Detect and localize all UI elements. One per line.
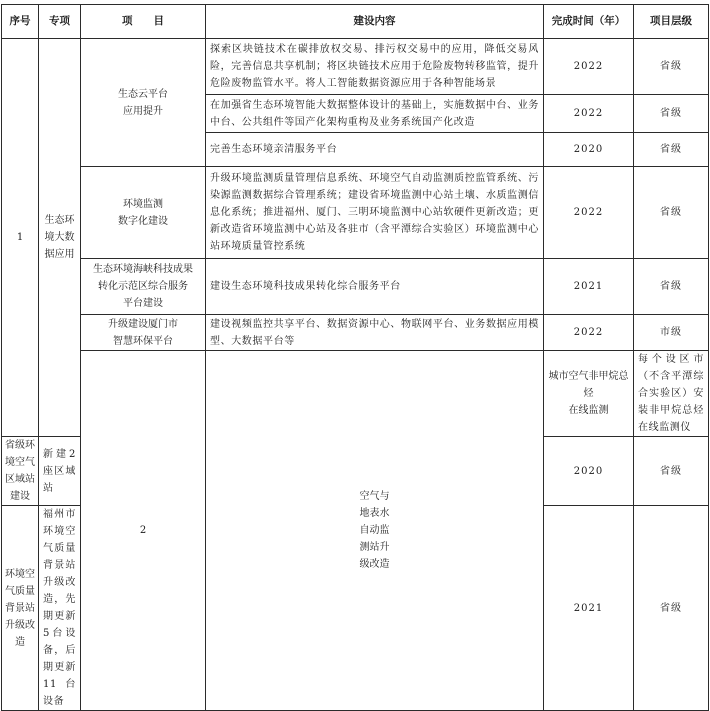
level-cell: 省级 xyxy=(634,437,709,506)
project-name: 升级建设厦门市 智慧环保平台 xyxy=(81,315,206,351)
content-cell: 新建2座区域站 xyxy=(39,437,81,506)
year-cell: 2022 xyxy=(544,167,634,259)
header-category: 专项 xyxy=(39,5,81,39)
project-name: 环境监测 数字化建设 xyxy=(81,167,206,259)
header-project: 项 目 xyxy=(81,5,206,39)
group-number: 2 xyxy=(81,351,206,711)
header-year: 完成时间（年） xyxy=(544,5,634,39)
group-category: 空气与 地表水 自动监 测站升 级改造 xyxy=(206,351,544,711)
year-cell: 2020 xyxy=(544,437,634,506)
level-cell: 省级 xyxy=(634,39,709,95)
table-row xyxy=(2,259,709,315)
content-cell: 福州市环境空气质量背景站升级改造，先期更新5台设备，后期更新11台设备 xyxy=(39,506,81,711)
table-row xyxy=(2,167,709,259)
project-name: 省级环境空气 区域站建设 xyxy=(2,437,39,506)
header-row xyxy=(2,5,709,39)
project-name: 生态云平台 应用提升 xyxy=(81,39,206,167)
table-row xyxy=(2,351,709,437)
content-cell: 建设生态环境科技成果转化综合服务平台 xyxy=(206,259,544,315)
content-cell: 探索区块链技术在碳排放权交易、排污权交易中的应用，降低交易风险，完善信息共享机制；将区块链技术应用于危险废物转移监管，提升危险废物监管水平。将人工智能数据资源应用于各种智能场景 xyxy=(206,39,544,95)
group-category: 生态环 境大数 据应用 xyxy=(39,39,81,437)
level-cell: 省级 xyxy=(634,167,709,259)
table-row xyxy=(2,39,709,95)
header-no: 序号 xyxy=(2,5,39,39)
level-cell: 省级 xyxy=(634,506,709,711)
level-cell: 省级 xyxy=(634,95,709,133)
year-cell: 2022 xyxy=(544,95,634,133)
year-cell: 2021 xyxy=(544,259,634,315)
level-cell: 省级 xyxy=(634,133,709,167)
project-name: 生态环境海峡科技成果 转化示范区综合服务 平台建设 xyxy=(81,259,206,315)
content-cell: 在加强省生态环境智能大数据整体设计的基础上，实施数据中台、业务中台、公共组件等国产化架构重构及业务系统国产化改造 xyxy=(206,95,544,133)
year-cell: 2021 xyxy=(544,506,634,711)
project-table xyxy=(1,4,709,711)
year-cell: 2022 xyxy=(544,39,634,95)
table-row xyxy=(2,315,709,351)
year-cell: 2020 xyxy=(544,133,634,167)
content-cell: 每个设区市（不含平潭综合实验区）安装非甲烷总烃在线监测仪 xyxy=(634,351,709,437)
group-number: 1 xyxy=(2,39,39,437)
content-cell: 建设视频监控共享平台、数据资源中心、物联网平台、业务数据应用模型、大数据平台等 xyxy=(206,315,544,351)
content-cell: 升级环境监测质量管理信息系统、环境空气自动监测质控监管系统、污染源监测数据综合管理系统；建设省环境监测中心站土壤、水质监测信息化系统；推进福州、厦门、三明环境监测中心站软硬件更新改造；更新改造省环境监测中心站及各驻市（含平潭综合实验区）环境监测中心站环境质量管控系统 xyxy=(206,167,544,259)
content-cell: 完善生态环境亲清服务平台 xyxy=(206,133,544,167)
project-name: 环境空气质量背景站 升级改造 xyxy=(2,506,39,711)
header-level: 项目层级 xyxy=(634,5,709,39)
level-cell: 市级 xyxy=(634,315,709,351)
year-cell: 2022 xyxy=(544,315,634,351)
project-name: 城市空气非甲烷总烃 在线监测 xyxy=(544,351,634,437)
level-cell: 省级 xyxy=(634,259,709,315)
header-content: 建设内容 xyxy=(206,5,544,39)
